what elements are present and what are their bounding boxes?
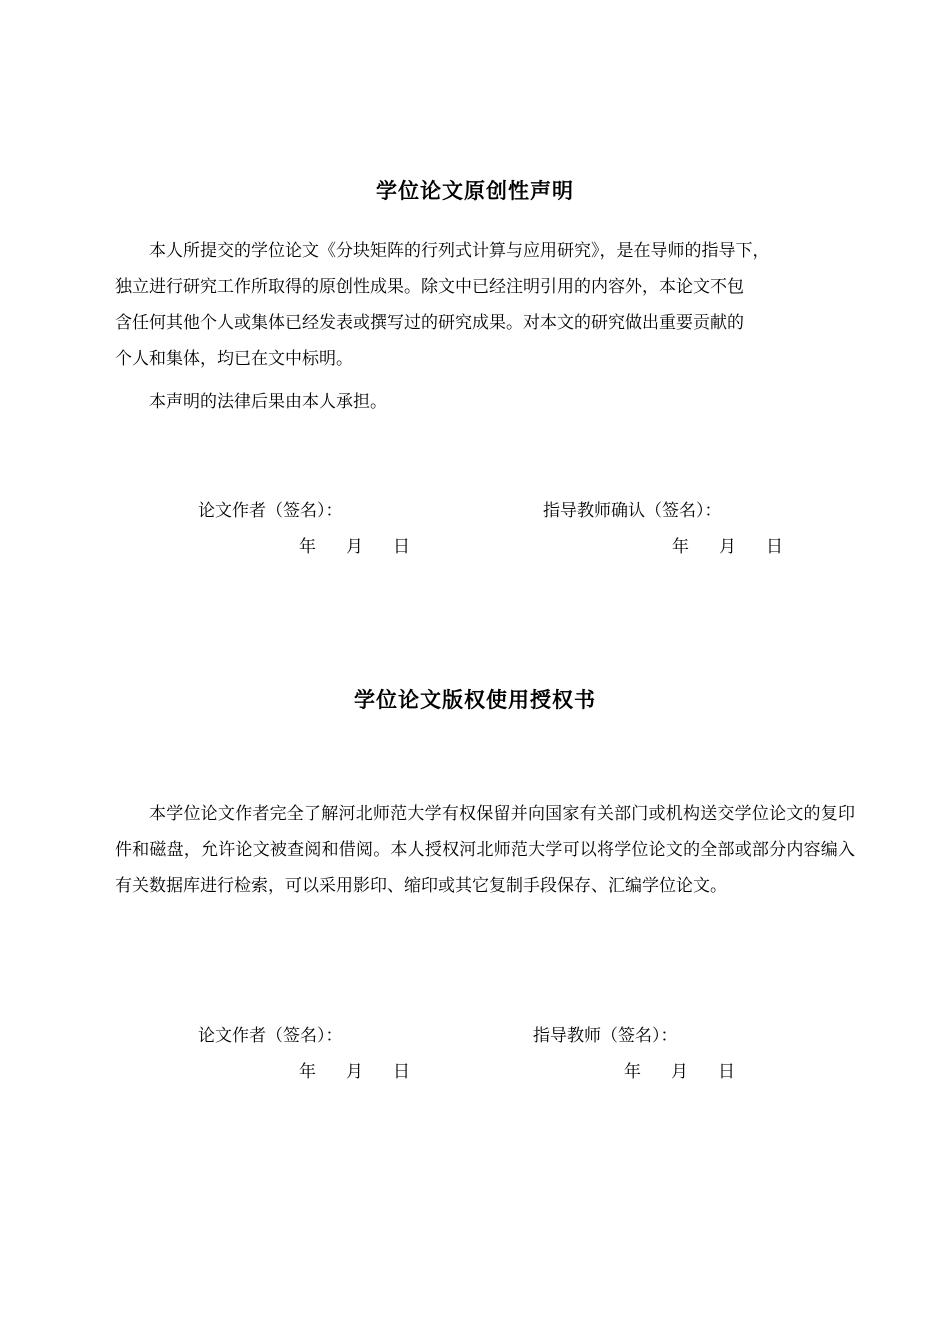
declaration-advisor-signature-label: 指导教师确认（签名）： [543, 501, 722, 521]
date-year-label: 年 [299, 1062, 316, 1082]
authorization-author-signature-label: 论文作者（签名）： [198, 1026, 343, 1046]
date-year-label: 年 [672, 537, 689, 557]
date-year-label: 年 [624, 1062, 641, 1082]
declaration-legal-note: 本声明的法律后果由本人承担。 [149, 392, 387, 412]
declaration-line-1: 本人所提交的学位论文《分块矩阵的行列式计算与应用研究》，是在导师的指导下， [149, 241, 770, 261]
date-month-label: 月 [346, 1062, 363, 1082]
declaration-author-signature-label: 论文作者（签名）： [198, 501, 343, 521]
date-day-label: 日 [718, 1062, 735, 1082]
authorization-author-date [299, 1057, 440, 1082]
date-day-label: 日 [766, 537, 783, 557]
authorization-advisor-date [624, 1057, 765, 1082]
declaration-title: 学位论文原创性声明 [376, 179, 574, 203]
declaration-paragraph [115, 233, 855, 377]
authorization-paragraph: 本学位论文作者完全了解河北师范大学有权保留并向国家有关部门或机构送交学位论文的复印件和磁盘，允许论文被查阅和借阅。本人授权河北师范大学可以将学位论文的全部或部分内容编入有关数据库进行检索，可以采用影印、缩印或其它复制手段保存、汇编学位论文。 [115, 804, 855, 896]
date-month-label: 月 [719, 537, 736, 557]
declaration-advisor-date [672, 532, 813, 557]
declaration-line-3: 含任何其他个人或集体已经发表或撰写过的研究成果。对本文的研究做出重要贡献的 [115, 313, 744, 333]
date-year-label: 年 [299, 537, 316, 557]
declaration-line-4: 个人和集体，均已在文中标明。 [115, 349, 353, 369]
date-month-label: 月 [346, 537, 363, 557]
date-month-label: 月 [671, 1062, 688, 1082]
declaration-line-2: 独立进行研究工作所取得的原创性成果。除文中已经注明引用的内容外，本论文不包 [115, 277, 744, 297]
date-day-label: 日 [393, 537, 410, 557]
date-day-label: 日 [393, 1062, 410, 1082]
authorization-advisor-signature-label: 指导教师（签名）： [533, 1026, 678, 1046]
authorization-title: 学位论文版权使用授权书 [354, 688, 596, 712]
declaration-author-date [299, 532, 440, 557]
